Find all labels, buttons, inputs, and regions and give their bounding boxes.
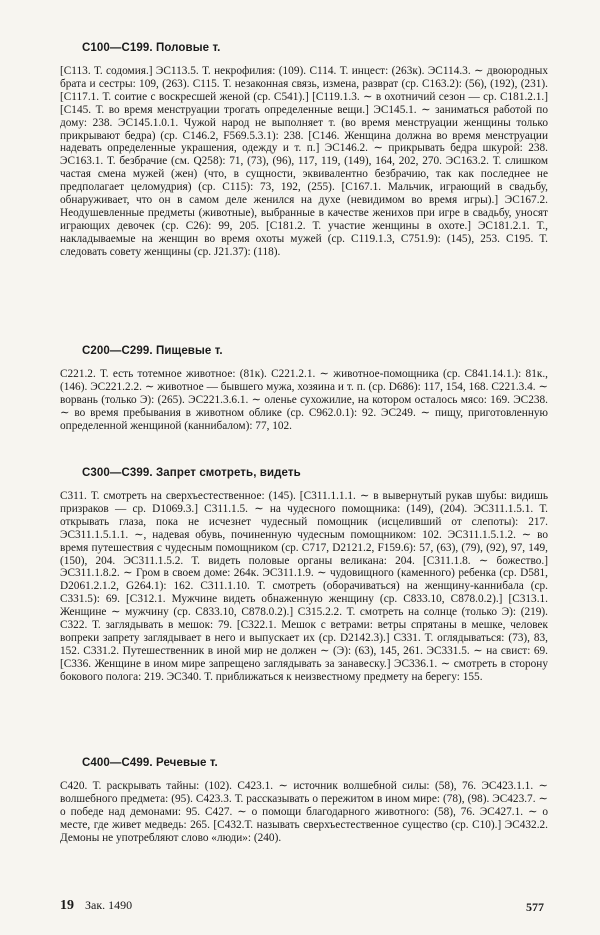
section-looking-taboos: [60, 467, 548, 684]
section-food-taboos: [60, 345, 548, 433]
section-sexual-taboos: [60, 42, 548, 259]
section-text: C420. Т. раскрывать тайны: (102). C423.1. ∼ источник волшебной силы: (58), 76. ЭС423.1.1. ∼ волшебного предмета: (95). C423.3. Т. рассказывать о пережитом в ином мире: (78), (98). ЭС423.7. ∼ о победе над демонами: 95. C427. ∼ о помощи благодарного животного: (58), 76. ЭС427.1. ∼ о месте, где живет медведь: 265. [C432.Т. называть сверхъестественное существо (ср. C10).] ЭС432.2. Демоны не употребляют слово «люди»: (240).: [60, 780, 548, 844]
signature-number: 19: [60, 898, 74, 913]
printer-signature: [60, 898, 132, 914]
section-heading: C100—C199. Половые т.: [82, 42, 221, 54]
section-heading: C400—C499. Речевые т.: [82, 757, 218, 769]
section-text: C221.2. Т. есть тотемное животное: (81к). C221.2.1. ∼ животное-помощника (ср. C841.14.1.): 81к., (146). ЭС221.2.2. ∼ животное — бывшего мужа, хозяина и т. п. (ср. D686): 117, 154, 168. C221.3.4. ∼ ворвань (только Э): (265). ЭС221.3.6.1. ∼ оленье сухожилие, на котором осталось мясо: 169. ЭС238. ∼ во время пребывания в животном облике (ср. C962.0.1): 92. ЭС249. ∼ пищу, приготовленную определенной женщиной (каннибалом): 77, 102.: [60, 368, 548, 432]
section-text: C311. Т. смотреть на сверхъестественное: (145). [C311.1.1.1. ∼ в вывернутый рукав шубы: видишь призраков — ср. D1069.3.] C311.1.5. ∼ на чудесного помощника: (149), (204). ЭС311.1.5.1. Т. открывать глаза, пока не исчезнет чудесный помощник (исцеливший от слепоты): 217. ЭС311.1.5.1.1. ∼, надевая обувь, починенную чудесным помощником: 102. ЭС311.1.5.1.2. ∼ во время путешествия с чудесным помощником (ср. C717, D2121.2, F159.6): 57, (63), (79), (92), 97, 149, (150), 204. ЭС311.1.5.2. Т. видеть половые органы великана: 204. [C311.1.8. ∼ божество.] ЭС311.1.8.2. ∼ Гром в своем доме: 264к. ЭС311.1.9. ∼ чудовищного (каменного) ребенка (ср. D581, D2061.2.1.2, G264.1): 162. C311.1.10. Т. смотреть (оборачиваться) на женщину-каннибала (ср. C331.5): 69. [C312.1. Мужчине видеть обнаженную женщину (ср. C833.10, C878.0.2).] [C313.1. Женщине ∼ мужчину (ср. C833.10, C878.0.2).] C315.2.2. Т. смотреть на солнце (только Э): (219). C322. Т. заглядывать в мешок: 79. [C322.1. Мешок с ветрами: ветры спрятаны в мешке, человек вопреки запрету заглядывает в него и выпускает их (ср. D2142.3).] C331. Т. оглядываться: (73), 83, 152. C331.2. Путешественник в иной мир не должен ∼ (Э): (63), 145, 261. ЭС331.5. ∼ на свист: 69. [C336. Женщине в ином мире запрещено заглядывать за занавеску.] ЭС336.1. ∼ смотреть в сторону бокового полога: 219. ЭС340. Т. приближаться к неизвестному предмету на берегу: 155.: [60, 490, 548, 683]
section-heading: C300—C399. Запрет смотреть, видеть: [82, 467, 301, 479]
signature-label: Зак. 1490: [85, 898, 133, 912]
section-heading: C200—C299. Пищевые т.: [82, 345, 223, 357]
page-number: 577: [526, 900, 544, 914]
section-speech-taboos: [60, 757, 548, 845]
section-text: [C113. Т. содомия.] ЭС113.5. Т. некрофилия: (109). C114. Т. инцест: (263к). ЭС114.3. ∼ двоюродных брата и сестры: 109, (263). C115. Т. незаконная связь, измена, разврат (ср. C163.2): (56), (192), (231). [C117.1. Т. соитие с воскресшей женой (ср. C541).] [C119.1.3. ∼ в охотничий сезон — ср. C181.2.1.] [C145. Т. во время менструации трогать определенные вещи.] ЭС145.1. ∼ заниматься работой по дому: 238. ЭС145.1.0.1. Чужой народ не выполняет т. (во время менструации женщины только прикрывают бедра) (ср. C146.2, F569.5.3.1): 238. [C146. Женщина должна во время менструации надевать определенные украшения, одежду и т. п.] ЭС146.2. ∼ прикрывать бедра шкурой: 238. ЭС163.1. Т. безбрачие (см. Q258): 71, (73), (96), 117, 119, (149), 164, 202, 270. ЭС163.2. Т. слишком частая смена мужей (жен) (что, в сущности, эквивалентно безбрачию, так как последнее не предполагает целомудрия) (ср. C115): 73, 192, (255). [C167.1. Мальчик, играющий в свадьбу, обнаруживает, что он в самом деле женился на духе (невидимом во время игры).] ЭС167.2. Неодушевленные предметы (животные), выбранные в качестве женихов при игре в свадьбу, уносят играющих девочек (ср. C26): 99, 205. [C181.2. Т. участие женщины в охоте.] ЭС181.2.1. Т., накладываемые на женщин во время охоты мужей (ср. C119.1.3, C751.9): (145), 253. C195. Т. следовать совету женщины (ср. J21.37): (118).: [60, 65, 548, 258]
